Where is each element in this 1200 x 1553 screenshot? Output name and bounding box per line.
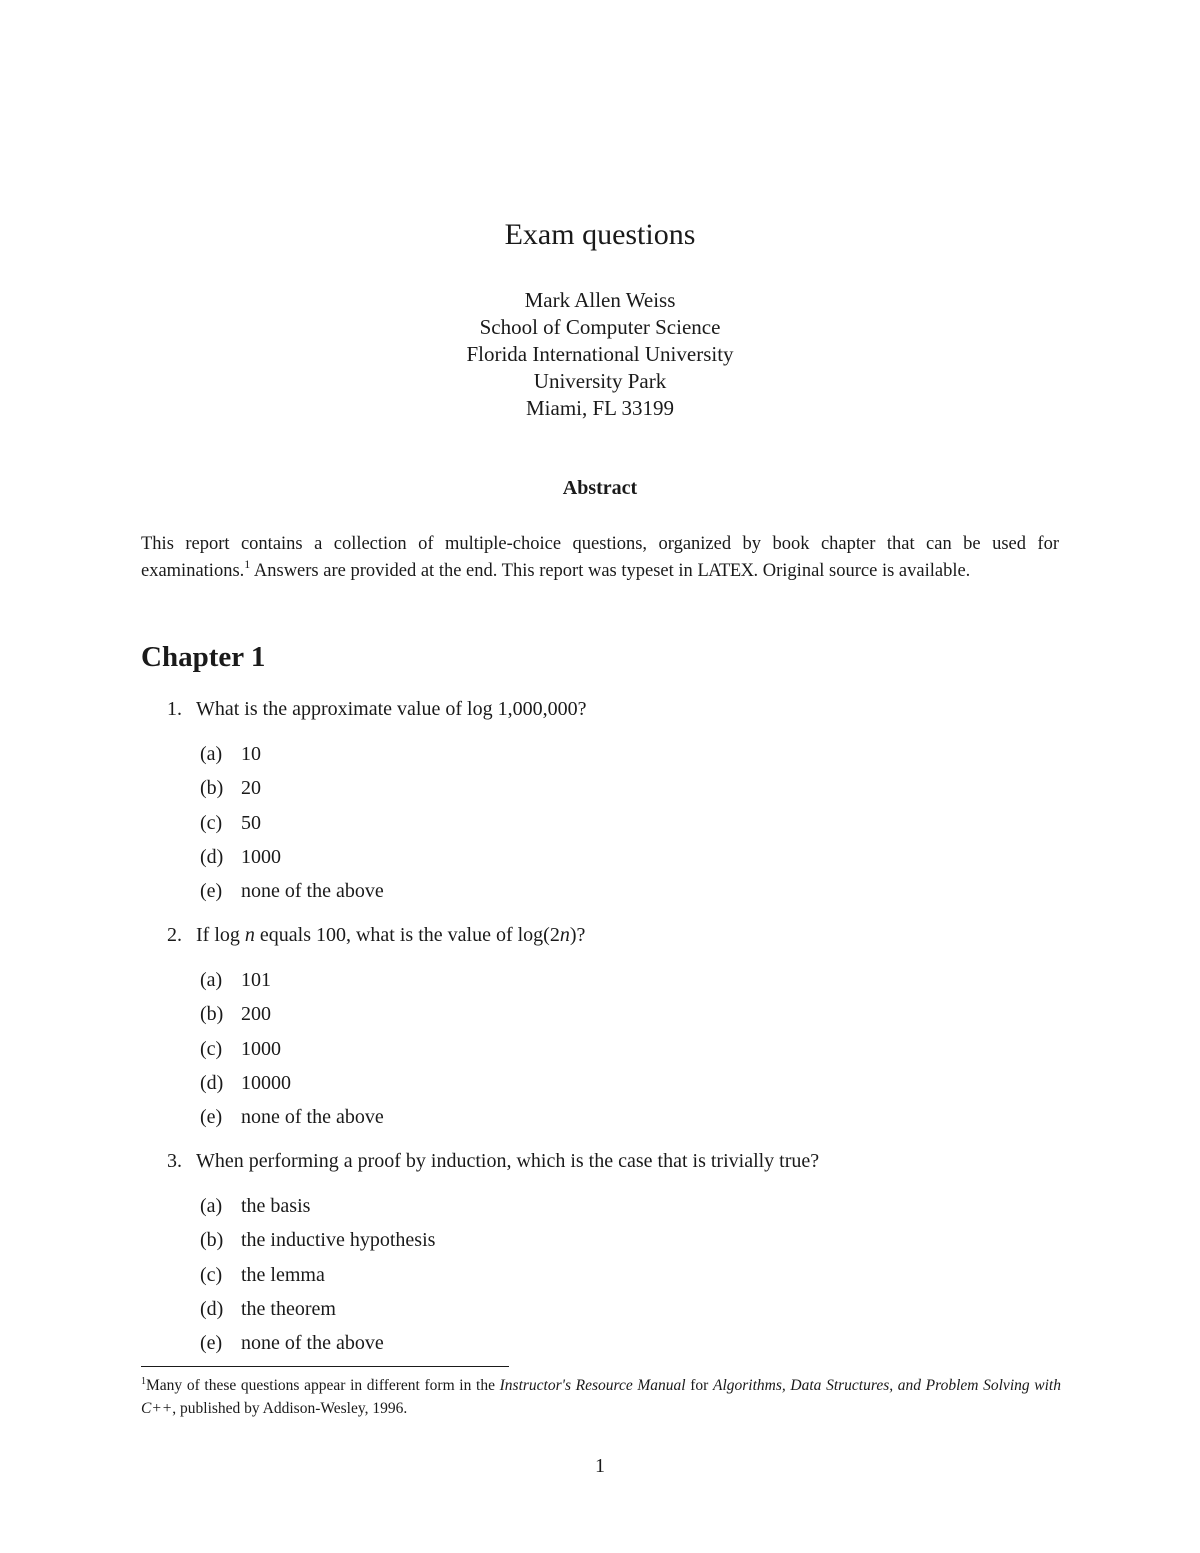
option-label: (c) xyxy=(200,811,223,834)
abstract-heading: Abstract xyxy=(562,477,638,499)
question-number: 3. xyxy=(167,1150,182,1172)
author-university: Florida International University xyxy=(466,342,734,366)
option-text: none of the above xyxy=(241,1106,384,1129)
option-b xyxy=(200,997,384,1031)
option-label: (d) xyxy=(200,1297,224,1320)
option-d xyxy=(200,1066,384,1100)
option-label: (d) xyxy=(200,1071,224,1094)
option-text: 20 xyxy=(241,777,261,800)
footnote-text: Many of these questions appear in different form in the xyxy=(146,1377,500,1394)
option-text: none of the above xyxy=(241,880,384,903)
option-d xyxy=(200,840,384,874)
option-text: 10 xyxy=(241,743,261,765)
option-text: 1000 xyxy=(241,1037,281,1060)
option-label: (a) xyxy=(200,969,223,991)
latex-logo: LATEX xyxy=(697,560,754,581)
document-title: Exam questions xyxy=(504,218,696,251)
math-variable: n xyxy=(244,924,255,946)
question-stem: When performing a proof by induction, which is the case that is trivially true? xyxy=(196,1150,820,1172)
option-label: (b) xyxy=(200,777,224,800)
footnote-text: , published by Addison-Wesley, 1996. xyxy=(172,1400,408,1417)
abstract-text-part3: . Original source is available. xyxy=(753,560,971,581)
footnote-manual-title: Instructor's Resource Manual xyxy=(499,1377,686,1394)
footnote-text: for xyxy=(685,1377,713,1394)
question-stem xyxy=(196,924,585,946)
option-text: the theorem xyxy=(241,1297,336,1320)
option-a xyxy=(200,1189,435,1223)
question-2-options xyxy=(200,963,384,1134)
stem-text: )? xyxy=(569,924,586,946)
footnote-book-title: Algorithms, Data Structures, and Problem Solving with C++ xyxy=(141,1377,1061,1417)
option-label: (b) xyxy=(200,1003,224,1026)
option-text: 10000 xyxy=(241,1071,291,1094)
option-b xyxy=(200,771,384,805)
option-a xyxy=(200,737,384,771)
option-text: 50 xyxy=(241,811,261,834)
option-text: 200 xyxy=(241,1003,271,1026)
option-d xyxy=(200,1292,435,1326)
option-text: none of the above xyxy=(241,1332,384,1355)
option-c xyxy=(200,1258,435,1292)
footnote xyxy=(141,1374,1061,1420)
option-label: (a) xyxy=(200,1195,223,1217)
math-variable: n xyxy=(559,924,570,946)
option-label: (e) xyxy=(200,1106,223,1129)
question-1 xyxy=(167,698,586,721)
question-2 xyxy=(167,924,585,947)
option-text: the basis xyxy=(241,1195,311,1217)
option-label: (e) xyxy=(200,880,223,903)
author-department: School of Computer Science xyxy=(479,315,721,339)
abstract-text-part2: Answers are provided at the end. This report was typeset in xyxy=(250,560,698,581)
stem-text: equals 100, what is the value of log(2 xyxy=(254,924,560,946)
option-label: (b) xyxy=(200,1229,224,1252)
abstract-text-part1: This report contains a collection of multiple-choice questions, organized by book chapter that can be used for examinations. xyxy=(141,534,1059,581)
option-b xyxy=(200,1223,435,1257)
question-stem: What is the approximate value of log 1,000,000? xyxy=(196,698,587,720)
option-e xyxy=(200,874,384,908)
option-text: the lemma xyxy=(241,1263,325,1286)
chapter-heading: Chapter 1 xyxy=(141,641,266,673)
option-e xyxy=(200,1326,435,1360)
footnote-reference[interactable]: 1 xyxy=(244,556,251,571)
question-1-options xyxy=(200,737,384,908)
option-label: (e) xyxy=(200,1332,223,1355)
option-text: the inductive hypothesis xyxy=(241,1229,436,1252)
option-c xyxy=(200,1032,384,1066)
author-city: Miami, FL 33199 xyxy=(526,396,674,420)
option-c xyxy=(200,806,384,840)
footnote-rule xyxy=(141,1366,509,1367)
question-3 xyxy=(167,1150,819,1173)
question-number: 2. xyxy=(167,924,182,946)
option-text: 1000 xyxy=(241,845,281,868)
option-label: (c) xyxy=(200,1263,223,1286)
option-label: (c) xyxy=(200,1037,223,1060)
footnote-mark: 1 xyxy=(141,1376,146,1387)
option-a xyxy=(200,963,384,997)
abstract-text xyxy=(141,531,1059,584)
page-number: 1 xyxy=(595,1455,605,1477)
option-e xyxy=(200,1100,384,1134)
option-label: (d) xyxy=(200,845,224,868)
option-label: (a) xyxy=(200,743,223,765)
author-block xyxy=(0,287,1200,422)
option-text: 101 xyxy=(241,969,271,991)
author-name: Mark Allen Weiss xyxy=(524,288,676,312)
question-3-options xyxy=(200,1189,435,1360)
stem-text: If log xyxy=(196,924,245,946)
question-number: 1. xyxy=(167,698,182,720)
author-campus: University Park xyxy=(533,369,667,393)
